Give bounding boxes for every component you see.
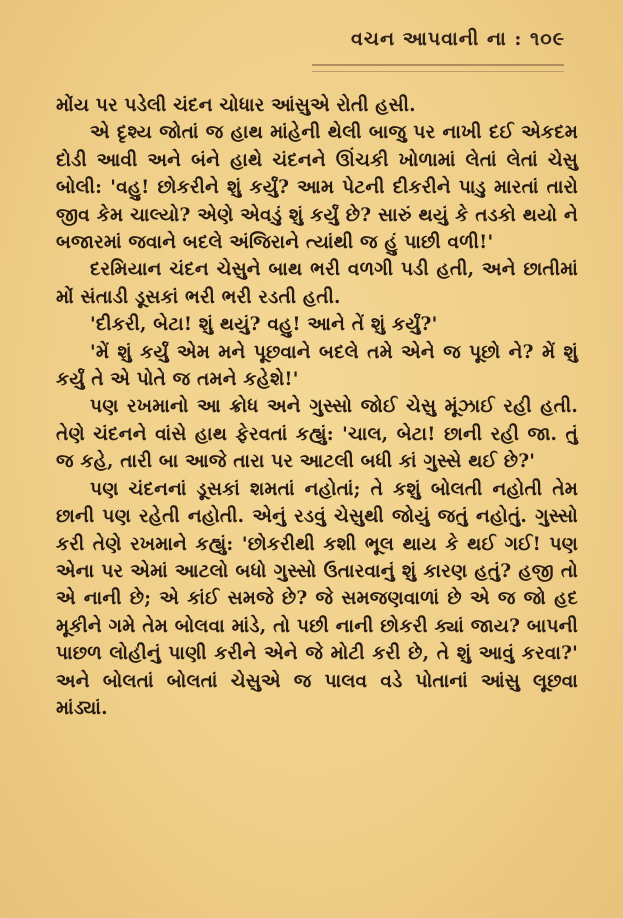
page-body <box>56 92 578 722</box>
paragraph-3: દરમિયાન ચંદન ચેસુને બાથ ભરી વળગી પડી હતી, અને છાતીમાં મોં સંતાડી ડૂસકાં ભરી ભરી રડતી હતી. <box>56 259 578 308</box>
paragraph-2: એ દૃશ્ય જોતાં જ હાથ માંહેની થેલી બાજુ પર નાખી દઈ એકદમ દોડી આવી અને બંને હાથે ચંદનને ઊંચકી ખોળામાં લેતાં લેતાં ચેસુ બોલી: 'વહુ! છોકરીને શું કર્યું? આમ પેટની દીકરીને પાડુ મારતાં તારો જીવ કેમ ચાલ્યો? એણે એવડું શું કર્યું છે? સારું થયું કે તડકો થયો ને બજારમાં જવાને બદલે અંજિરાને ત્યાંથી જ હું પાછી વળી!' <box>56 122 578 254</box>
paragraph-6: પણ રખમાનો આ ક્રોધ અને ગુસ્સો જોઈ ચેસુ મૂંઝાઈ રહી હતી. તેણે ચંદનને વાંસે હાથ ફેરવતાં કહ્યું: 'ચાલ, બેટા! છાની રહી જા. તું જ કહે, તારી બા આજે તારા પર આટલી બધી કાં ગુસ્સે થઈ છે?' <box>56 396 578 473</box>
paragraph-7: પણ ચંદનનાં ડૂસકાં શમતાં નહોતાં; તે કશું બોલતી નહોતી તેમ છાની પણ રહેતી નહોતી. એનું રડવું ચેસુથી જોયું જતું નહોતું. ગુસ્સો કરી તેણે રખમાને કહ્યું: 'છોકરીથી કશી ભૂલ થાય કે થઈ ગઈ! પણ એના પર એમાં આટલો બધો ગુસ્સો ઉતારવાનું શું કારણ હતું? હજી તો એ નાની છે; એ કાંઈ સમજે છે? જે સમજણવાળાં છે એ જ જો હદ મૂકીને ગમે તેમ બોલવા માંડે, તો પછી નાની છોકરી ક્યાં જાય? બાપની પાછળ લોહીનું પાણી કરીને એને જે મોટી કરી છે, તે શું આવું કરવા?' અને બોલતાં બોલતાં ચેસુએ જ પાલવ વડે પોતાનાં આંસુ લૂછવા માંડ્યાં. <box>56 478 578 719</box>
running-header: વચન આપવાની ના : ૧૦૯ <box>350 28 565 50</box>
paragraph-1: મોંય પર પડેલી ચંદન ચોધાર આંસુએ રોતી હસી. <box>56 95 416 116</box>
paragraph-5: 'મેં શું કર્યું એમ મને પૂછવાને બદલે તમે એને જ પૂછો ને? મેં શું કર્યું તે એ પોતે જ તમને કહેશે!' <box>56 341 578 391</box>
paragraph-4: 'દીકરી, બેટા! શું થયું? વહુ! આને તેં શું કર્યું?' <box>90 314 438 336</box>
header-underline <box>312 64 564 72</box>
